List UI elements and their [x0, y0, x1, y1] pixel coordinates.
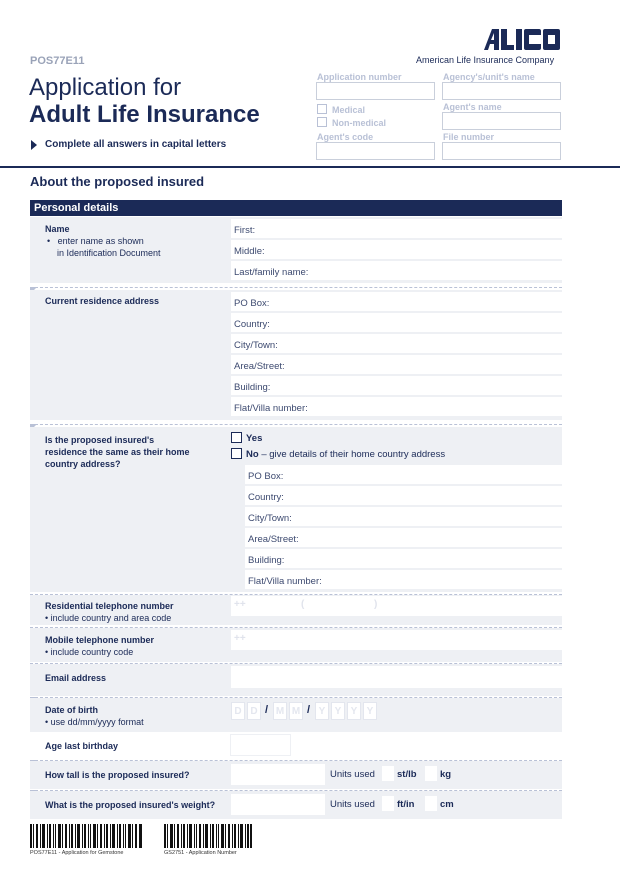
mobile-field[interactable]: ++ — [231, 630, 562, 650]
page-title-line1: Application for — [29, 74, 182, 101]
home-building-field[interactable]: Building: — [245, 549, 562, 568]
home-area-street-field[interactable]: Area/Street: — [245, 528, 562, 547]
alico-logo — [484, 29, 562, 50]
first-name-label: First: — [234, 225, 256, 236]
no-label: No — [246, 449, 259, 460]
weight-unit2-checkbox[interactable] — [425, 796, 437, 811]
dob-month-1[interactable]: M — [273, 702, 287, 720]
middle-name-field[interactable] — [231, 240, 562, 259]
weight-label: What is the proposed insured's weight? — [45, 800, 216, 810]
form-barcode — [30, 824, 142, 848]
non-medical-checkbox[interactable] — [317, 117, 327, 127]
flat-villa-label: Flat/Villa number: — [234, 403, 308, 414]
medical-checkbox[interactable] — [317, 104, 327, 114]
last-name-field[interactable] — [231, 261, 562, 280]
middle-name-label: Middle: — [234, 246, 265, 257]
age-label: Age last birthday — [45, 741, 119, 751]
application-number-field[interactable] — [316, 82, 435, 100]
application-number-label: Application number — [317, 72, 402, 82]
agents-code-field[interactable] — [316, 142, 435, 160]
dob-year-2[interactable]: Y — [331, 702, 345, 720]
height-unit1-label: st/lb — [397, 769, 417, 780]
no-checkbox[interactable] — [231, 448, 242, 459]
weight-units-used-label: Units used — [330, 799, 375, 810]
home-flat-villa-field[interactable]: Flat/Villa number: — [245, 570, 562, 589]
first-name-field[interactable] — [231, 219, 562, 238]
section-title: About the proposed insured — [30, 174, 205, 189]
height-field[interactable] — [231, 764, 325, 785]
personal-details-title: Personal details — [34, 202, 119, 214]
yes-label: Yes — [246, 433, 263, 444]
weight-unit1-checkbox[interactable] — [382, 796, 394, 811]
country-label: Country: — [234, 319, 270, 330]
personal-details-band — [30, 200, 562, 216]
res-phone-label: Residential telephone number • include country and area code — [45, 601, 174, 623]
po-box-label: PO Box: — [234, 298, 270, 309]
divider — [30, 424, 562, 425]
po-box-field[interactable] — [231, 292, 562, 311]
non-medical-label: Non-medical — [332, 118, 387, 128]
height-unit1-checkbox[interactable] — [382, 766, 394, 781]
country-field[interactable] — [231, 313, 562, 332]
flat-villa-field[interactable] — [231, 397, 562, 416]
instruction-text: Complete all answers in capital letters — [45, 139, 227, 150]
company-name: American Life Insurance Company — [416, 55, 555, 65]
dob-month-2[interactable]: M — [289, 702, 303, 720]
medical-label: Medical — [332, 105, 366, 115]
yes-checkbox[interactable] — [231, 432, 242, 443]
email-field[interactable] — [231, 666, 562, 688]
home-country-field[interactable]: Country: — [245, 486, 562, 505]
height-units-used-label: Units used — [330, 769, 375, 780]
last-name-label: Last/family name: — [234, 267, 309, 278]
dob-separator: / — [265, 704, 269, 716]
res-phone-field[interactable]: ++ ( ) — [231, 596, 562, 616]
name-label: Name • enter name as shown in Identification Document — [45, 224, 161, 258]
dob-year-1[interactable]: Y — [315, 702, 329, 720]
height-label: How tall is the proposed insured? — [45, 770, 190, 780]
agents-name-label: Agent's name — [443, 102, 502, 112]
file-number-field[interactable] — [442, 142, 561, 160]
form-barcode-caption: POS77E11 - Application for Gemstone — [30, 850, 124, 856]
header-divider — [0, 166, 620, 168]
agency-unit-name-label: Agency's/unit's name — [443, 72, 535, 82]
area-street-field[interactable] — [231, 355, 562, 374]
dob-label: Date of birth • use dd/mm/yyyy format — [45, 705, 144, 727]
agents-name-field[interactable] — [442, 112, 561, 130]
application-barcode-caption: GS2751 - Application Number — [164, 850, 237, 856]
name-sub1: enter name as shown — [57, 236, 144, 246]
email-label: Email address — [45, 673, 107, 683]
name-sub2: in Identification Document — [57, 248, 161, 258]
divider — [30, 287, 562, 288]
building-field[interactable] — [231, 376, 562, 395]
height-unit2-label: kg — [440, 769, 452, 780]
weight-field[interactable] — [231, 794, 325, 815]
dob-day-2[interactable]: D — [247, 702, 261, 720]
no-detail-text: – give details of their home country address — [261, 449, 446, 460]
agents-code-label: Agent's code — [317, 132, 374, 142]
height-unit2-checkbox[interactable] — [425, 766, 437, 781]
dob-separator: / — [307, 704, 311, 716]
mobile-label: Mobile telephone number • include country code — [45, 635, 155, 657]
home-country-question: Is the proposed insured's residence the same as their home country address? — [45, 435, 190, 469]
dob-day-1[interactable]: D — [231, 702, 245, 720]
play-arrow-icon — [31, 140, 37, 150]
application-barcode — [164, 824, 252, 848]
weight-unit2-label: cm — [440, 799, 454, 810]
dob-year-4[interactable]: Y — [363, 702, 377, 720]
area-street-label: Area/Street: — [234, 361, 285, 372]
weight-unit1-label: ft/in — [397, 799, 415, 810]
dob-year-3[interactable]: Y — [347, 702, 361, 720]
name-label-text: Name — [45, 224, 70, 234]
form-code: POS77E11 — [30, 55, 85, 67]
address-label: Current residence address — [45, 296, 160, 306]
city-label: City/Town: — [234, 340, 278, 351]
file-number-label: File number — [443, 132, 495, 142]
home-city-field[interactable]: City/Town: — [245, 507, 562, 526]
page-title-line2: Adult Life Insurance — [29, 101, 260, 128]
agency-unit-name-field[interactable] — [442, 82, 561, 100]
home-po-box-field[interactable]: PO Box: — [245, 465, 562, 484]
building-label: Building: — [234, 382, 271, 393]
city-field[interactable] — [231, 334, 562, 353]
age-field[interactable] — [231, 735, 290, 755]
